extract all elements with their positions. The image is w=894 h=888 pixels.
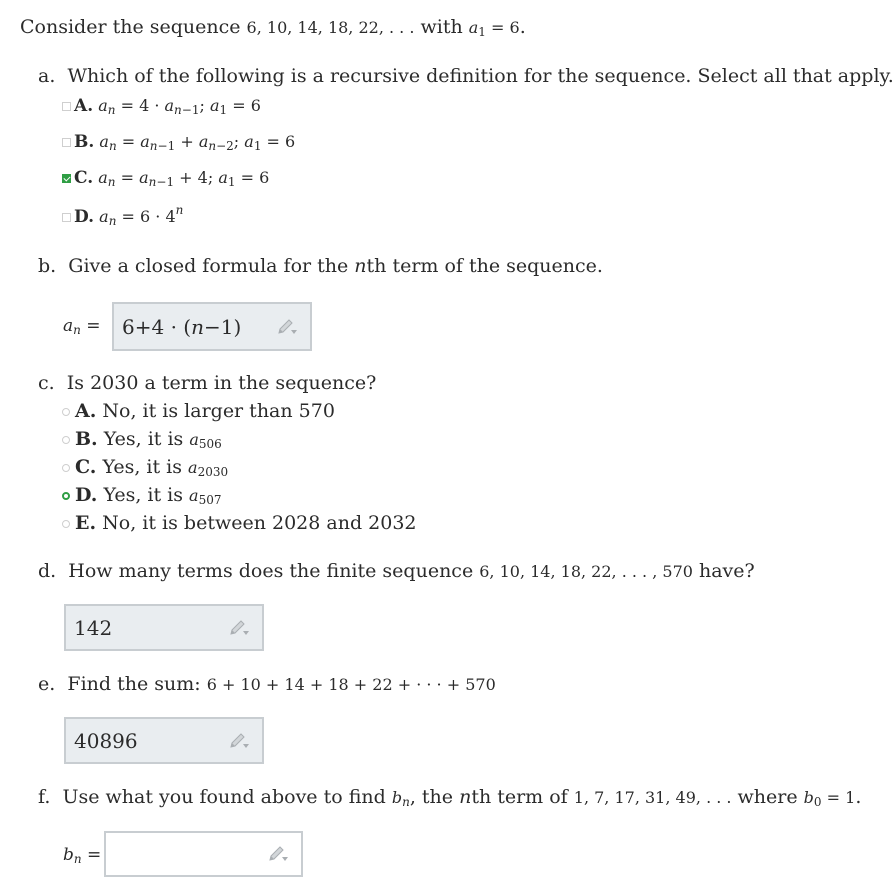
option-a-row[interactable]: A. $a_n = 4 \cdot a_{n-1}$; $a_1 = 6$: [62, 96, 261, 117]
part-b-answer-box[interactable]: [112, 302, 312, 351]
option-d-formula: $a_n = 6 \cdot 4^n$: [99, 203, 184, 228]
part-d-question: d. How many terms does the finite sequence 6, 10, 14, 18, 22, . . . , 570 have?: [38, 560, 755, 582]
checkbox-d[interactable]: [62, 213, 71, 222]
radio-e[interactable]: [62, 520, 70, 528]
option-a-formula: $a_n = 4 \cdot a_{n-1}$; $a_1 = 6$: [98, 96, 261, 117]
part-d-answer: 142: [74, 615, 113, 640]
part-f-label: $b_n$ =: [63, 845, 102, 866]
option-c-c-row[interactable]: C. Yes, it is $a_{2030}$: [62, 456, 228, 479]
checkbox-b[interactable]: [62, 138, 71, 147]
part-e-answer: 40896: [74, 728, 138, 753]
pencil-edit-icon[interactable]: [228, 619, 250, 637]
radio-b[interactable]: [62, 436, 70, 444]
option-c-d-row[interactable]: D. Yes, it is $a_{507}$: [62, 484, 222, 507]
option-b-row[interactable]: B. $a_n = a_{n-1} + a_{n-2}$; $a_1 = 6$: [62, 132, 295, 153]
pencil-edit-icon[interactable]: [276, 318, 298, 336]
part-b-label: $a_n$ =: [63, 316, 101, 337]
radio-a[interactable]: [62, 408, 70, 416]
option-c-e-row[interactable]: E. No, it is between 2028 and 2032: [62, 512, 417, 534]
option-c-formula: $a_n = a_{n-1} + 4$; $a_1 = 6$: [98, 168, 270, 189]
pencil-edit-icon[interactable]: [228, 732, 250, 750]
radio-d[interactable]: [62, 492, 70, 500]
radio-c[interactable]: [62, 464, 70, 472]
part-e-answer-box[interactable]: [64, 717, 264, 764]
option-b-formula: $a_n = a_{n-1} + a_{n-2}$; $a_1 = 6$: [99, 132, 296, 153]
part-b-answer: 6+4 · (n−1): [122, 314, 242, 339]
option-c-b-row[interactable]: B. Yes, it is $a_{506}$: [62, 428, 222, 451]
part-f-question: f. Use what you found above to find $b_n$, the nth term of 1, 7, 17, 31, 49, . . . where $b_0 = 1$.: [38, 786, 862, 809]
checkbox-c[interactable]: [62, 174, 71, 183]
part-e-question: e. Find the sum: 6 + 10 + 14 + 18 + 22 + · · · + 570: [38, 673, 496, 695]
part-b-question: b. Give a closed formula for the nth term of the sequence.: [38, 255, 603, 277]
part-c-question: c. Is 2030 a term in the sequence?: [38, 372, 377, 394]
part-d-answer-box[interactable]: [64, 604, 264, 651]
intro-text: Consider the sequence 6, 10, 14, 18, 22, . . . with $a_1 = 6$.: [20, 16, 526, 39]
option-c-a-row[interactable]: A. No, it is larger than 570: [62, 400, 335, 422]
option-c-row[interactable]: C. $a_n = a_{n-1} + 4$; $a_1 = 6$: [62, 168, 269, 189]
option-d-row[interactable]: D. $a_n = 6 \cdot 4^n$: [62, 203, 183, 228]
checkbox-a[interactable]: [62, 102, 71, 111]
part-a-question: a. Which of the following is a recursive definition for the sequence. Select all that apply.: [38, 65, 894, 87]
pencil-edit-icon[interactable]: [267, 845, 289, 863]
part-f-answer-box[interactable]: [104, 831, 303, 877]
